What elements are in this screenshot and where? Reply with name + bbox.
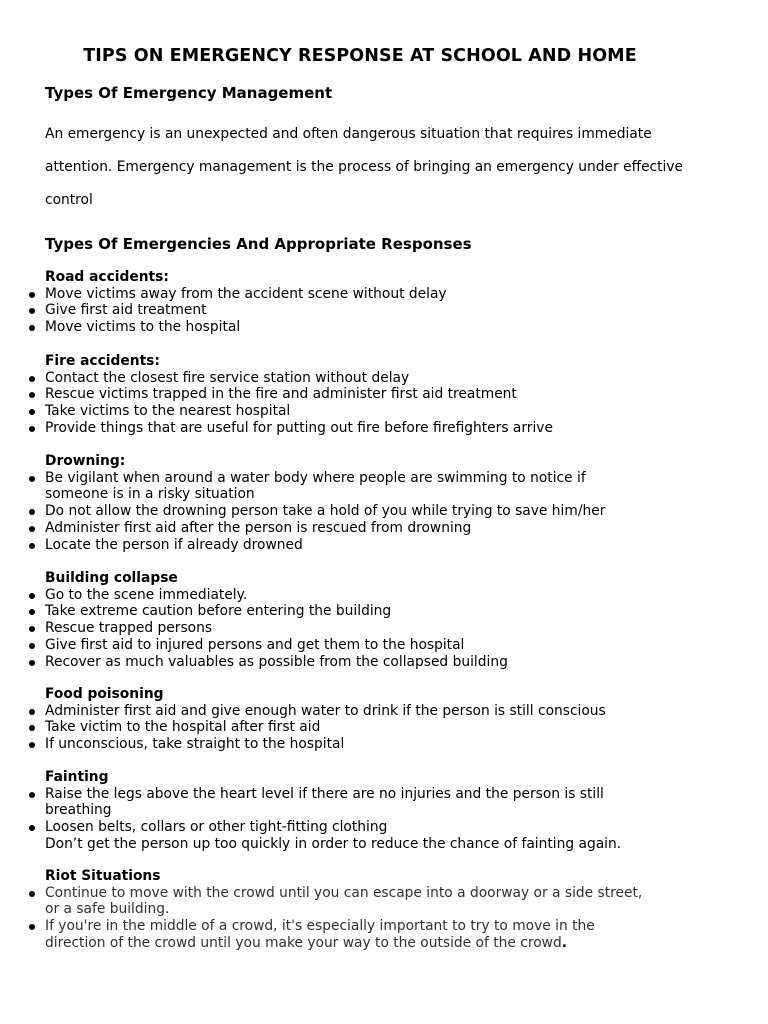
list-item: Locate the person if already drowned: [45, 537, 605, 554]
fire-accidents-section: [45, 353, 685, 437]
road-accidents-list: [45, 286, 685, 336]
list-item-text: If you're in the middle of a crowd, it's especially important to try to move in the direction of the crowd until you make your way to the outside of the crowd: [45, 918, 595, 951]
page-title: TIPS ON EMERGENCY RESPONSE AT SCHOOL AND HOME: [83, 46, 637, 66]
fire-accidents-list: [45, 370, 685, 437]
list-item: Administer first aid and give enough water to drink if the person is still conscious: [45, 703, 685, 720]
list-item: Give first aid to injured persons and get them to the hospital: [45, 637, 685, 654]
drowning-heading: Drowning:: [45, 453, 126, 469]
list-item: Go to the scene immediately.: [45, 587, 685, 604]
fainting-heading: Fainting: [45, 769, 109, 785]
list-item: Loosen belts, collars or other tight-fitting clothing: [45, 819, 635, 836]
list-item: Be vigilant when around a water body where people are swimming to notice if someone is in a risky situation: [45, 470, 605, 503]
food-poisoning-heading: Food poisoning: [45, 686, 164, 702]
closing-period: .: [561, 934, 567, 951]
building-collapse-heading: Building collapse: [45, 570, 178, 586]
riot-situations-list: [45, 885, 655, 952]
fainting-note: Don’t get the person up too quickly in order to reduce the chance of fainting again.: [45, 835, 622, 852]
list-item: [45, 918, 615, 951]
list-item: Raise the legs above the heart level if there are no injuries and the person is still breathing: [45, 786, 635, 819]
building-collapse-section: [45, 570, 685, 670]
emergency-types-heading: Types Of Emergencies And Appropriate Responses: [45, 235, 472, 253]
food-poisoning-list: [45, 703, 685, 753]
list-item: Rescue victims trapped in the fire and administer first aid treatment: [45, 386, 685, 403]
list-item: Take extreme caution before entering the building: [45, 603, 685, 620]
food-poisoning-section: [45, 686, 685, 753]
fire-accidents-heading: Fire accidents:: [45, 353, 160, 369]
list-item: Provide things that are useful for putting out fire before firefighters arrive: [45, 420, 685, 437]
list-item: If unconscious, take straight to the hospital: [45, 736, 685, 753]
building-collapse-list: [45, 587, 685, 671]
list-item: Recover as much valuables as possible from the collapsed building: [45, 654, 685, 671]
fainting-section: [45, 769, 635, 853]
list-item: Take victim to the hospital after first aid: [45, 719, 685, 736]
emergency-management-heading: Types Of Emergency Management: [45, 84, 333, 102]
riot-situations-heading: Riot Situations: [45, 868, 161, 884]
emergency-definition-paragraph: An emergency is an unexpected and often dangerous situation that requires immediate attention. Emergency management is the process of bringing an emergency under effective control: [45, 126, 684, 208]
list-item: Move victims away from the accident scene without delay: [45, 286, 685, 303]
list-item: Rescue trapped persons: [45, 620, 685, 637]
list-item: Do not allow the drowning person take a hold of you while trying to save him/her: [45, 503, 645, 520]
list-item: Give first aid treatment: [45, 302, 685, 319]
list-item: Administer first aid after the person is rescued from drowning: [45, 520, 605, 537]
list-item: Contact the closest fire service station without delay: [45, 370, 685, 387]
list-item: Take victims to the nearest hospital: [45, 403, 685, 420]
list-item: Move victims to the hospital: [45, 319, 685, 336]
fainting-list: [45, 786, 635, 836]
road-accidents-section: [45, 269, 685, 336]
drowning-list: [45, 470, 605, 554]
road-accidents-heading: Road accidents:: [45, 269, 169, 285]
riot-situations-section: [45, 868, 655, 952]
drowning-section: [45, 453, 605, 553]
list-item: Continue to move with the crowd until you can escape into a doorway or a side street, or a safe building.: [45, 885, 655, 918]
